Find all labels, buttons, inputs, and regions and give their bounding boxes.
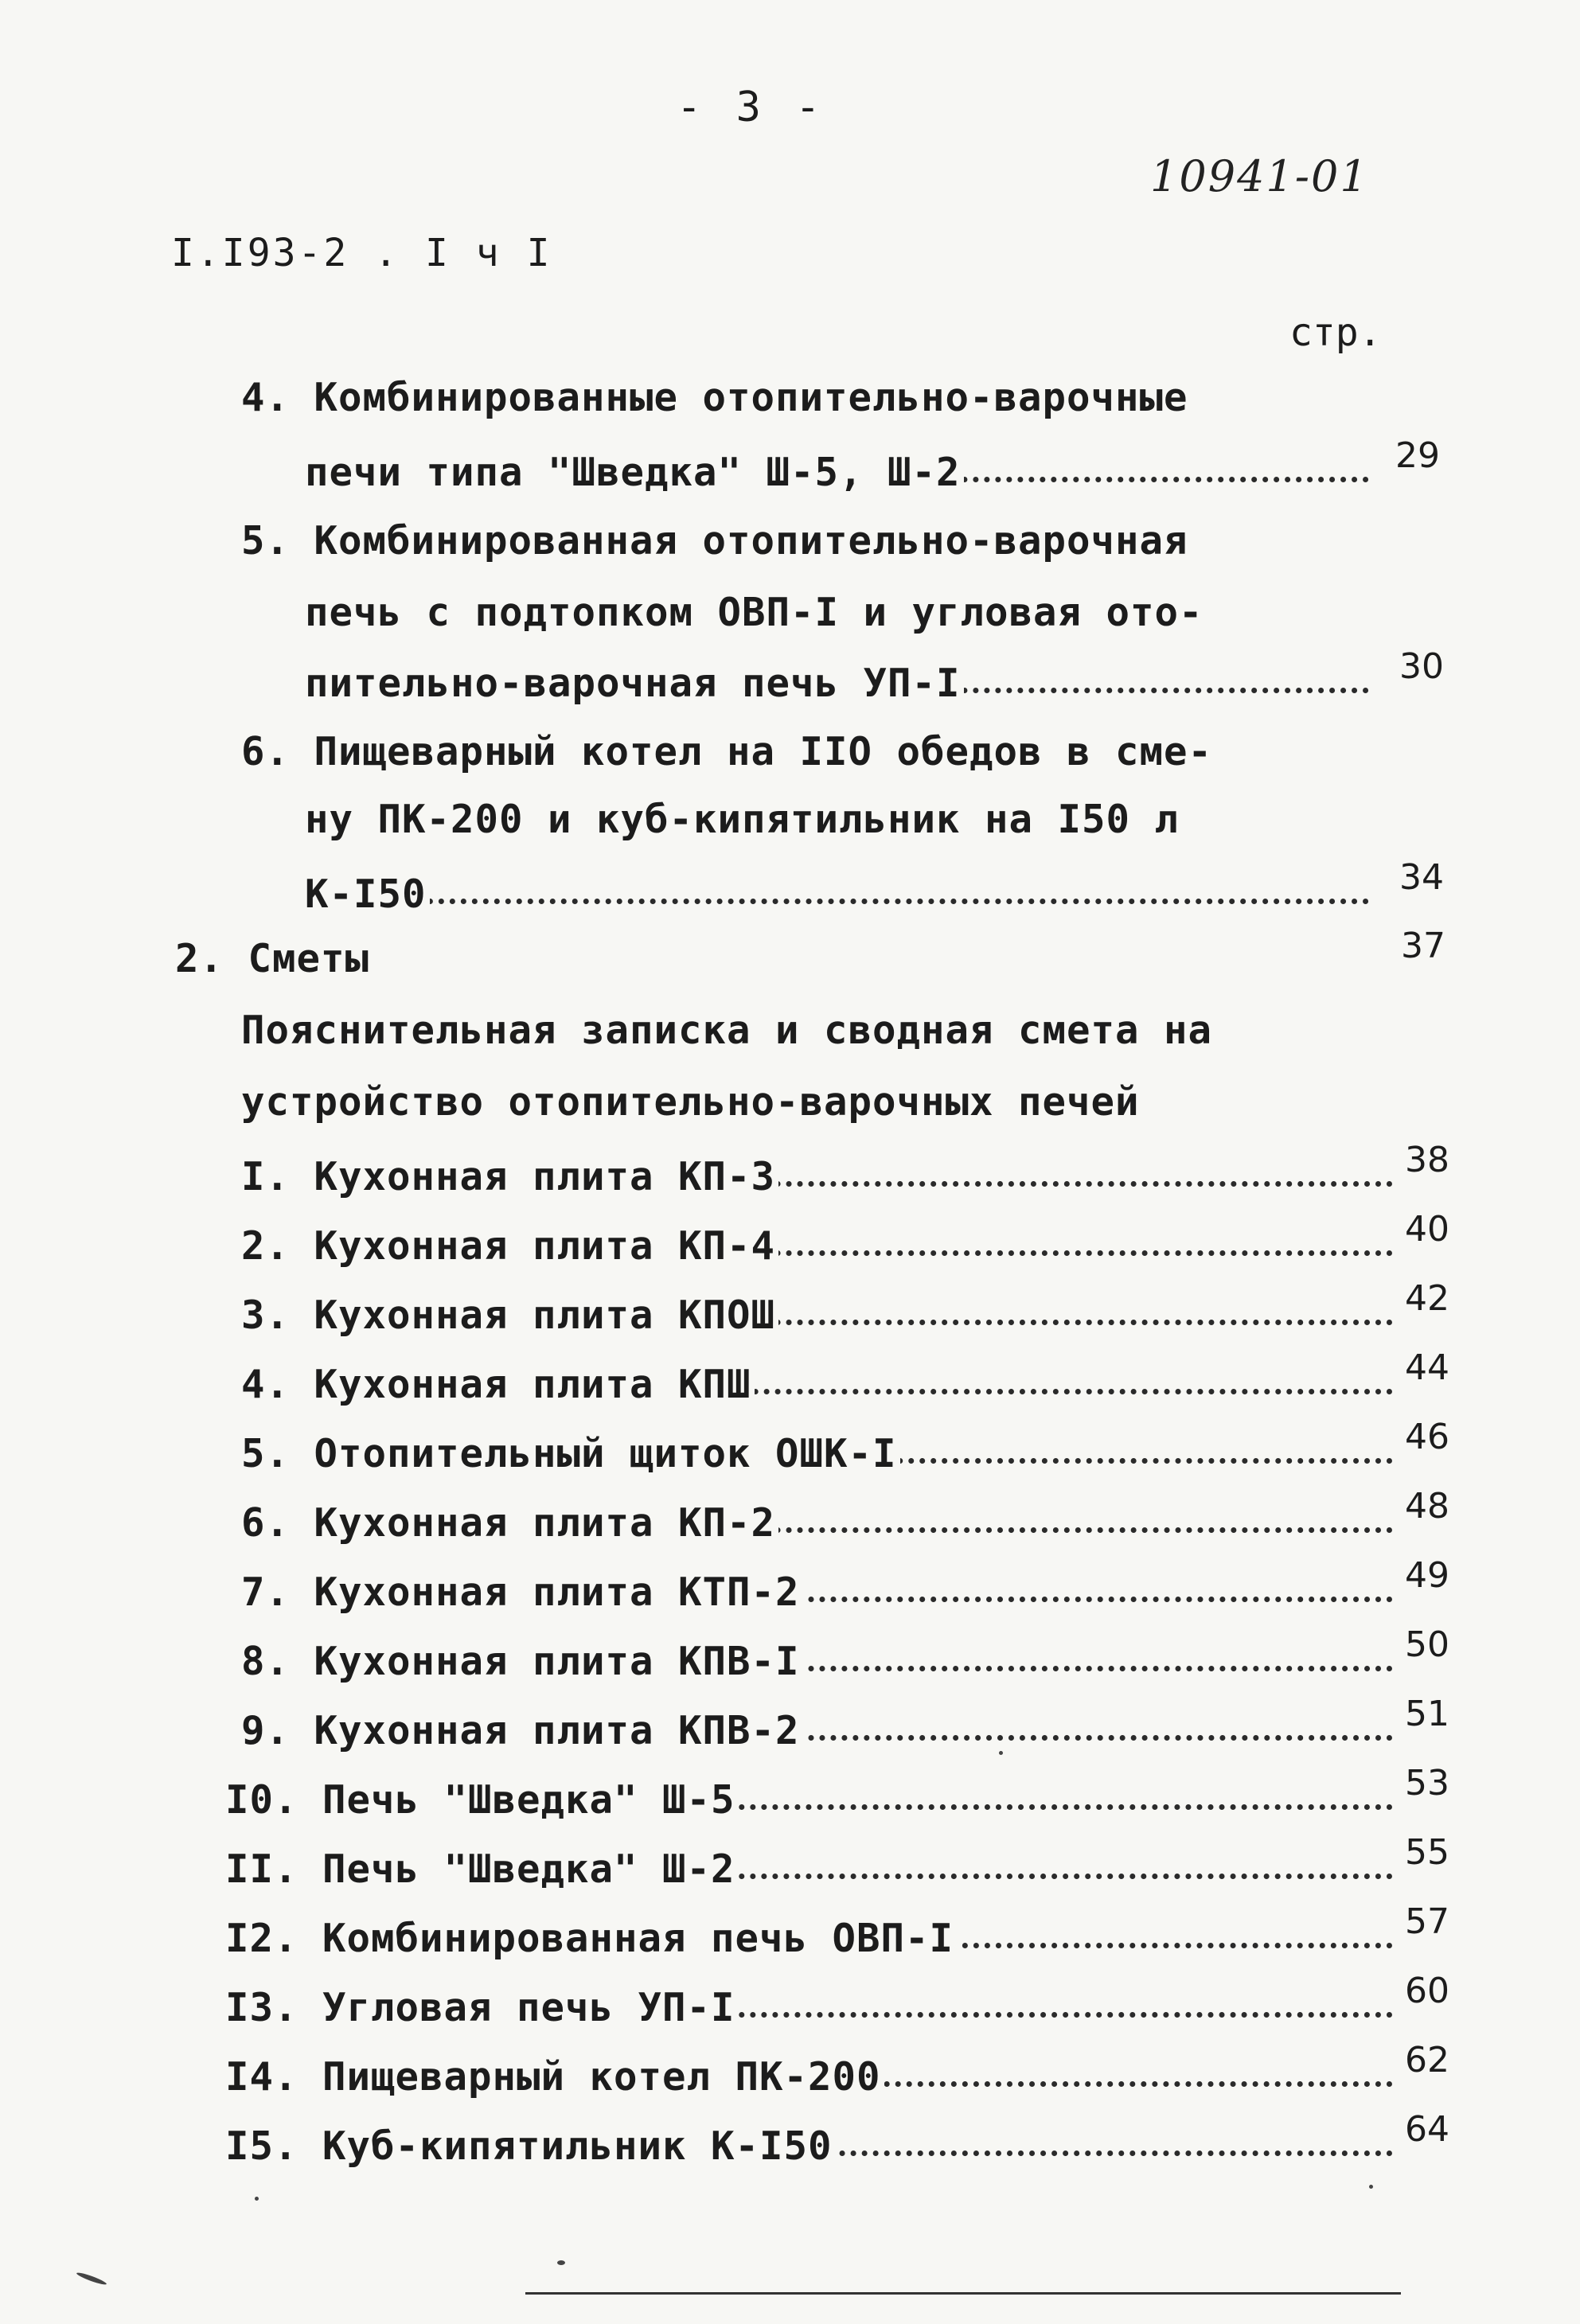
toc-row [241, 1417, 1449, 1479]
toc-row [241, 1624, 1449, 1686]
toc-item-text: 3. Кухонная плита КПОШ [241, 1293, 778, 1338]
document-code: I.I93-2 . I ч I [171, 231, 552, 275]
toc-page-number: 37 [1401, 926, 1445, 966]
page-column-label: стр. [1289, 310, 1382, 355]
toc-item-text: 2. Кухонная плита КП-4 [241, 1223, 778, 1269]
toc-item-text: 7. Кухонная плита КТП-2 [241, 1569, 803, 1615]
toc-row [241, 1209, 1449, 1271]
toc-item-text: пительно-варочная печь УП-I [305, 661, 964, 706]
toc-row [225, 1901, 1449, 1963]
section-intro-text: Пояснительная записка и сводная смета на [241, 1008, 1213, 1053]
handwritten-archive-number: 10941-01 [1150, 151, 1369, 201]
toc-item-text: 9. Кухонная плита КПВ-2 [241, 1708, 803, 1753]
toc-row [305, 646, 1444, 708]
toc-item-text: 6. Пищеварный котел на IIO обедов в сме- [241, 729, 1213, 774]
toc-page-number: 30 [1399, 646, 1444, 687]
leader-dots [305, 899, 1369, 904]
toc-page-number: 50 [1405, 1624, 1449, 1665]
page-number: - 3 - [677, 84, 825, 131]
toc-row [225, 1832, 1449, 1894]
toc-item-text: печи типа "Шведка" Ш-5, Ш-2 [305, 450, 964, 495]
toc-item-text: I2. Комбинированная печь ОВП-I [225, 1916, 957, 1961]
toc-item-text: 5. Отопительный щиток ОШК-I [241, 1431, 900, 1476]
scan-speck [1369, 2185, 1373, 2189]
toc-row [241, 1347, 1449, 1410]
toc-row [241, 1555, 1449, 1617]
toc-page-number: 48 [1405, 1486, 1449, 1527]
toc-row [241, 1694, 1449, 1756]
toc-page-number: 55 [1405, 1832, 1449, 1873]
toc-page-number: 40 [1405, 1209, 1449, 1250]
toc-item-text: I4. Пищеварный котел ПК-200 [225, 2054, 884, 2100]
toc-item-text: I5. Куб-кипятильник К-I50 [225, 2123, 836, 2169]
toc-page-number: 34 [1399, 857, 1444, 898]
toc-page-number: 62 [1405, 2040, 1449, 2080]
section-heading: 2. Сметы [175, 936, 370, 981]
toc-page-number: 49 [1405, 1555, 1449, 1596]
toc-item-text: I. Кухонная плита КП-3 [241, 1154, 778, 1199]
toc-page-number: 44 [1405, 1347, 1449, 1388]
scan-speck [999, 1751, 1003, 1755]
toc-item-text: 8. Кухонная плита КПВ-I [241, 1639, 803, 1684]
toc-item-text: 6. Кухонная плита КП-2 [241, 1500, 778, 1546]
toc-item-text: 5. Комбинированная отопительно-варочная [241, 518, 1188, 563]
toc-page-number: 42 [1405, 1278, 1449, 1319]
toc-page-number: 51 [1405, 1694, 1449, 1734]
section-intro-text: устройство отопительно-варочных печей [241, 1079, 1140, 1125]
toc-item-text: 4. Кухонная плита КПШ [241, 1362, 755, 1407]
toc-page-number: 53 [1405, 1763, 1449, 1803]
toc-row [305, 857, 1444, 919]
toc-row [225, 1763, 1449, 1825]
toc-row [305, 435, 1440, 497]
toc-row [241, 1278, 1449, 1340]
toc-item-text: К-I50 [305, 872, 430, 917]
toc-row [241, 1486, 1449, 1548]
toc-item-text: II. Печь "Шведка" Ш-2 [225, 1846, 739, 1892]
toc-page-number: 60 [1405, 1971, 1449, 2011]
toc-page-number: 38 [1405, 1140, 1449, 1180]
toc-item-text: I0. Печь "Шведка" Ш-5 [225, 1777, 739, 1823]
toc-row [225, 2109, 1449, 2171]
toc-item-text: ну ПК-200 и куб-кипятильник на I50 л [305, 797, 1180, 842]
toc-page-number: 46 [1405, 1417, 1449, 1457]
scan-speck [255, 2197, 259, 2201]
scan-speck [557, 2260, 565, 2265]
toc-item-text: 4. Комбинированные отопительно-варочные [241, 375, 1188, 420]
toc-page-number: 29 [1395, 435, 1440, 476]
toc-row [225, 2040, 1449, 2102]
toc-item-text: I3. Угловая печь УП-I [225, 1985, 739, 2030]
toc-row [225, 1971, 1449, 2033]
toc-row [241, 1140, 1449, 1202]
scan-speck [76, 2271, 107, 2286]
toc-page-number: 57 [1405, 1901, 1449, 1942]
toc-item-text: печь с подтопком ОВП-I и угловая ото- [305, 590, 1204, 635]
bottom-rule [525, 2292, 1401, 2295]
toc-page-number: 64 [1405, 2109, 1449, 2150]
